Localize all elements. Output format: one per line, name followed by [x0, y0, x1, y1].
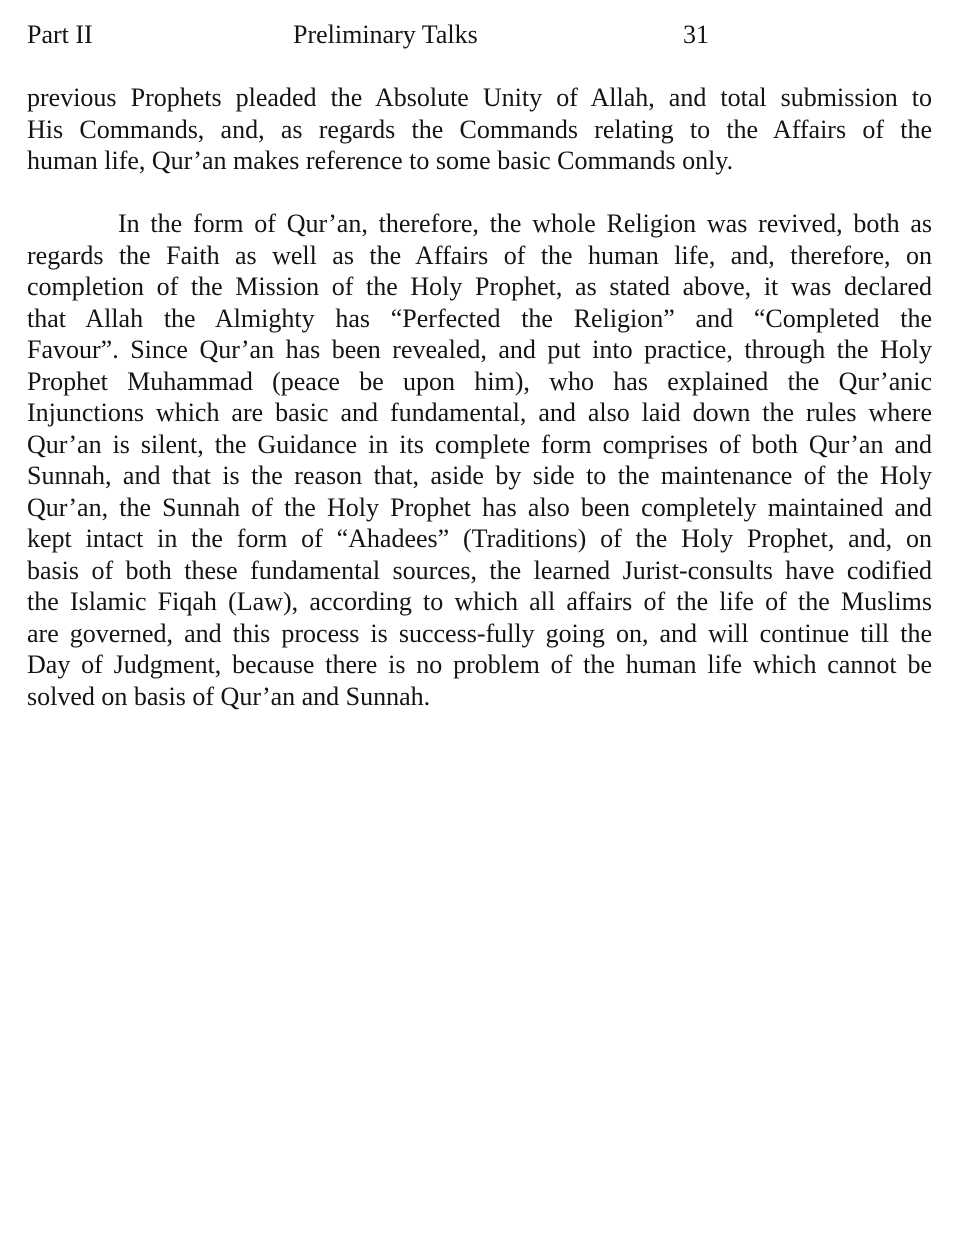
text-line: Favour”. Since Qur’an has been revealed, and put into practice, through the Holy [27, 335, 932, 364]
text-line: the Islamic Fiqah (Law), according to which all affairs of the life of the Muslims [27, 587, 932, 616]
text-line: Qur’an, the Sunnah of the Holy Prophet has also been completely maintained and [27, 492, 932, 522]
paragraph-1 [27, 82, 932, 177]
text-line: human life, Qur’an makes reference to some basic Commands only. [27, 146, 734, 175]
paragraph-2 [27, 208, 932, 712]
body-text [27, 82, 932, 712]
text-line: Injunctions which are basic and fundamental, and also laid down the rules where [27, 398, 932, 427]
text-line: completion of the Mission of the Holy Prophet, as stated above, it was declared [27, 272, 932, 301]
text-line: are governed, and this process is success-fully going on, and will continue till the [27, 618, 932, 648]
text-line: His Commands, and, as regards the Commands relating to the Affairs of the [27, 114, 932, 144]
text-line: In the form of Qur’an, therefore, the whole Religion was revived, both as [118, 209, 932, 238]
text-line: Prophet Muhammad (peace be upon him), who has explained the Qur’anic [27, 366, 932, 396]
text-line: regards the Faith as well as the Affairs of the human life, and, therefore, on [27, 240, 932, 270]
text-line: basis of both these fundamental sources, the learned Jurist-consults have codified [27, 555, 932, 585]
text-line: Day of Judgment, because there is no problem of the human life which cannot be [27, 650, 932, 679]
text-line: Sunnah, and that is the reason that, aside by side to the maintenance of the Holy [27, 461, 932, 490]
text-line: kept intact in the form of “Ahadees” (Traditions) of the Holy Prophet, and, on [27, 524, 932, 553]
text-line: solved on basis of Qur’an and Sunnah. [27, 681, 431, 711]
text-line: previous Prophets pleaded the Absolute Unity of Allah, and total submission to [27, 83, 932, 112]
text-line: Qur’an is silent, the Guidance in its complete form comprises of both Qur’an and [27, 429, 932, 459]
running-header [0, 19, 960, 51]
page-number: 31 [683, 20, 709, 49]
part-label: Part II [27, 20, 93, 49]
chapter-title: Preliminary Talks [293, 20, 478, 49]
text-line: that Allah the Almighty has “Perfected the Religion” and “Completed the [27, 303, 932, 333]
